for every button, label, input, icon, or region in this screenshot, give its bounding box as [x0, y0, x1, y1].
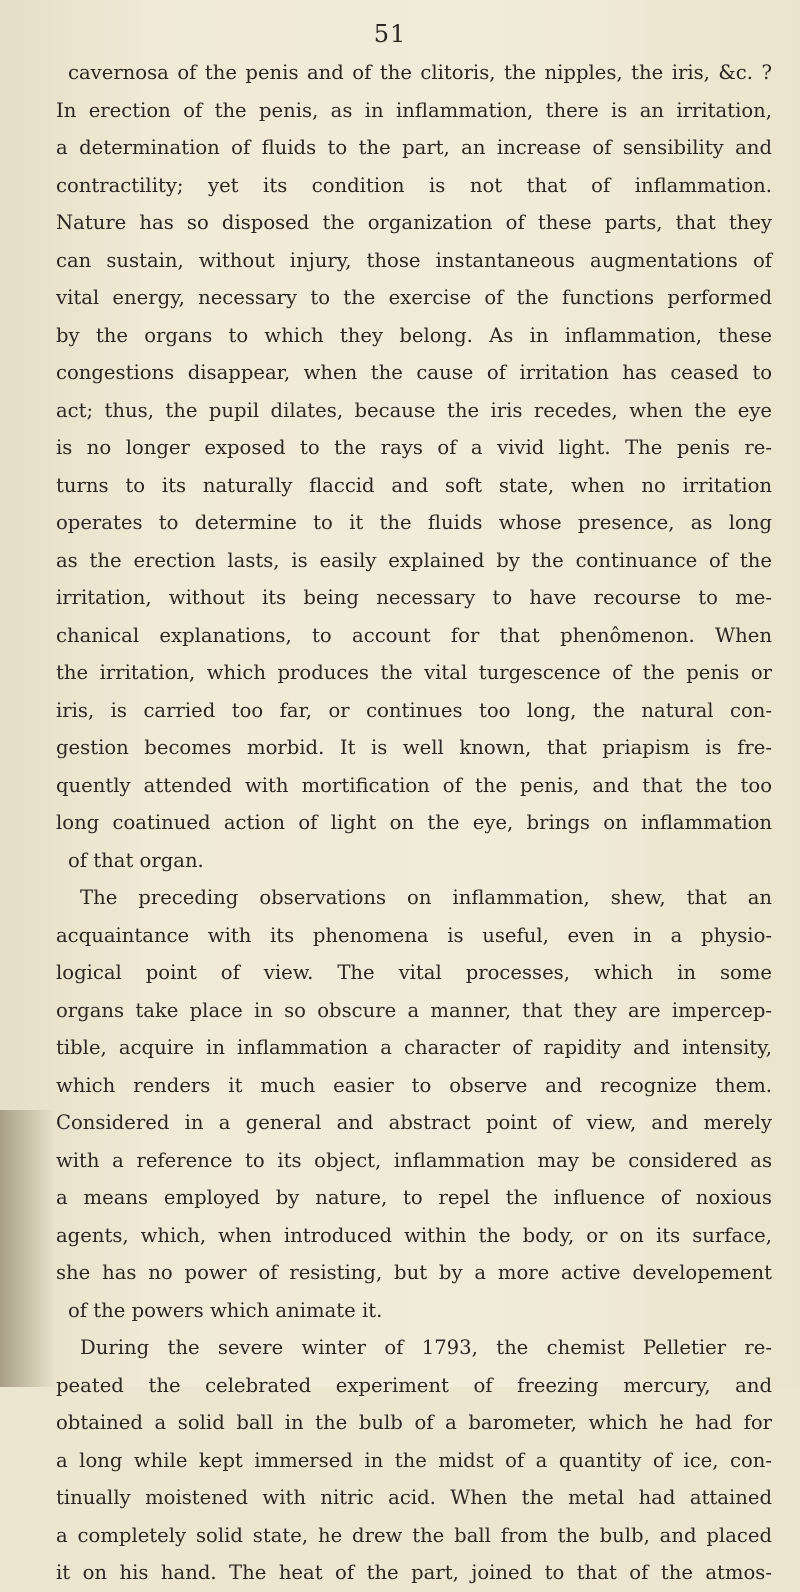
text-line: contractility; yet its condition is not that of inflammation.	[56, 173, 772, 197]
text-line: acquaintance with its phenomena is useful, even in a physio-	[56, 923, 772, 947]
text-line: iris, is carried too far, or continues too long, the natural con-	[56, 698, 772, 722]
text-line: vital energy, necessary to the exercise of the functions performed	[56, 286, 772, 309]
text-line: of that organ.	[68, 848, 204, 872]
text-line: act; thus, the pupil dilates, because the iris recedes, when the eye	[56, 398, 772, 422]
text-line: it on his hand. The heat of the part, joined to that of the atmos-	[56, 1561, 772, 1584]
text-line: chanical explanations, to account for that phenômenon. When	[56, 623, 772, 647]
text-line: congestions disappear, when the cause of irritation has ceased to	[56, 361, 772, 384]
text-line: of the powers which animate it.	[68, 1298, 383, 1322]
text-line: Considered in a general and abstract point of view, and merely	[56, 1111, 772, 1134]
text-line: as the erection lasts, is easily explained by the continuance of the	[56, 548, 772, 572]
text-line: During the severe winter of 1793, the chemist Pelletier re-	[80, 1336, 772, 1359]
text-line: obtained a solid ball in the bulb of a barometer, which he had for	[56, 1411, 772, 1434]
text-line: is no longer exposed to the rays of a vivid light. The penis re-	[56, 436, 772, 459]
text-line: the irritation, which produces the vital turgescence of the penis or	[56, 661, 772, 684]
text-line: organs take place in so obscure a manner, that they are impercep-	[56, 998, 772, 1022]
text-line: operates to determine to it the fluids whose presence, as long	[56, 511, 772, 534]
text-line: peated the celebrated experiment of freezing mercury, and	[56, 1373, 772, 1397]
text-line: a means employed by nature, to repel the influence of noxious	[56, 1186, 772, 1209]
text-line: turns to its naturally flaccid and soft state, when no irritation	[56, 473, 772, 497]
text-line: In erection of the penis, as in inflammation, there is an irritation,	[56, 98, 772, 122]
text-line: logical point of view. The vital processes, which in some	[56, 961, 772, 984]
text-line: tible, acquire in inflammation a character of rapidity and intensity,	[56, 1036, 772, 1059]
text-line: agents, which, when introduced within the body, or on its surface,	[56, 1223, 772, 1247]
text-line: cavernosa of the penis and of the clitoris, the nipples, the iris, &c. ?	[68, 61, 772, 84]
text-line: quently attended with mortification of the penis, and that the too	[56, 773, 772, 797]
text-line: a completely solid state, he drew the ball from the bulb, and placed	[56, 1523, 772, 1547]
text-line: irritation, without its being necessary to have recourse to me-	[56, 586, 772, 609]
page-number: 51	[373, 20, 407, 48]
text-line: The preceding observations on inflammation, shew, that an	[80, 886, 772, 909]
text-line: gestion becomes morbid. It is well known, that priapism is fre-	[56, 736, 772, 759]
text-line: she has no power of resisting, but by a more active developement	[56, 1261, 772, 1284]
body-text	[56, 54, 772, 1592]
text-line: which renders it much easier to observe and recognize them.	[56, 1073, 772, 1097]
page-edge-shadow	[0, 1110, 55, 1387]
text-line: a long while kept immersed in the midst of a quantity of ice, con-	[56, 1448, 772, 1472]
text-line: by the organs to which they belong. As in inflammation, these	[56, 323, 772, 347]
text-line: a determination of fluids to the part, an increase of sensibility and	[56, 136, 772, 159]
text-line: long coatinued action of light on the eye, brings on inflammation	[56, 811, 772, 834]
text-line: Nature has so disposed the organization of these parts, that they	[56, 211, 772, 234]
text-line: tinually moistened with nitric acid. When the metal had attained	[56, 1486, 772, 1509]
text-line: can sustain, without injury, those instantaneous augmentations of	[56, 248, 772, 272]
text-line: with a reference to its object, inflammation may be considered as	[56, 1148, 772, 1172]
